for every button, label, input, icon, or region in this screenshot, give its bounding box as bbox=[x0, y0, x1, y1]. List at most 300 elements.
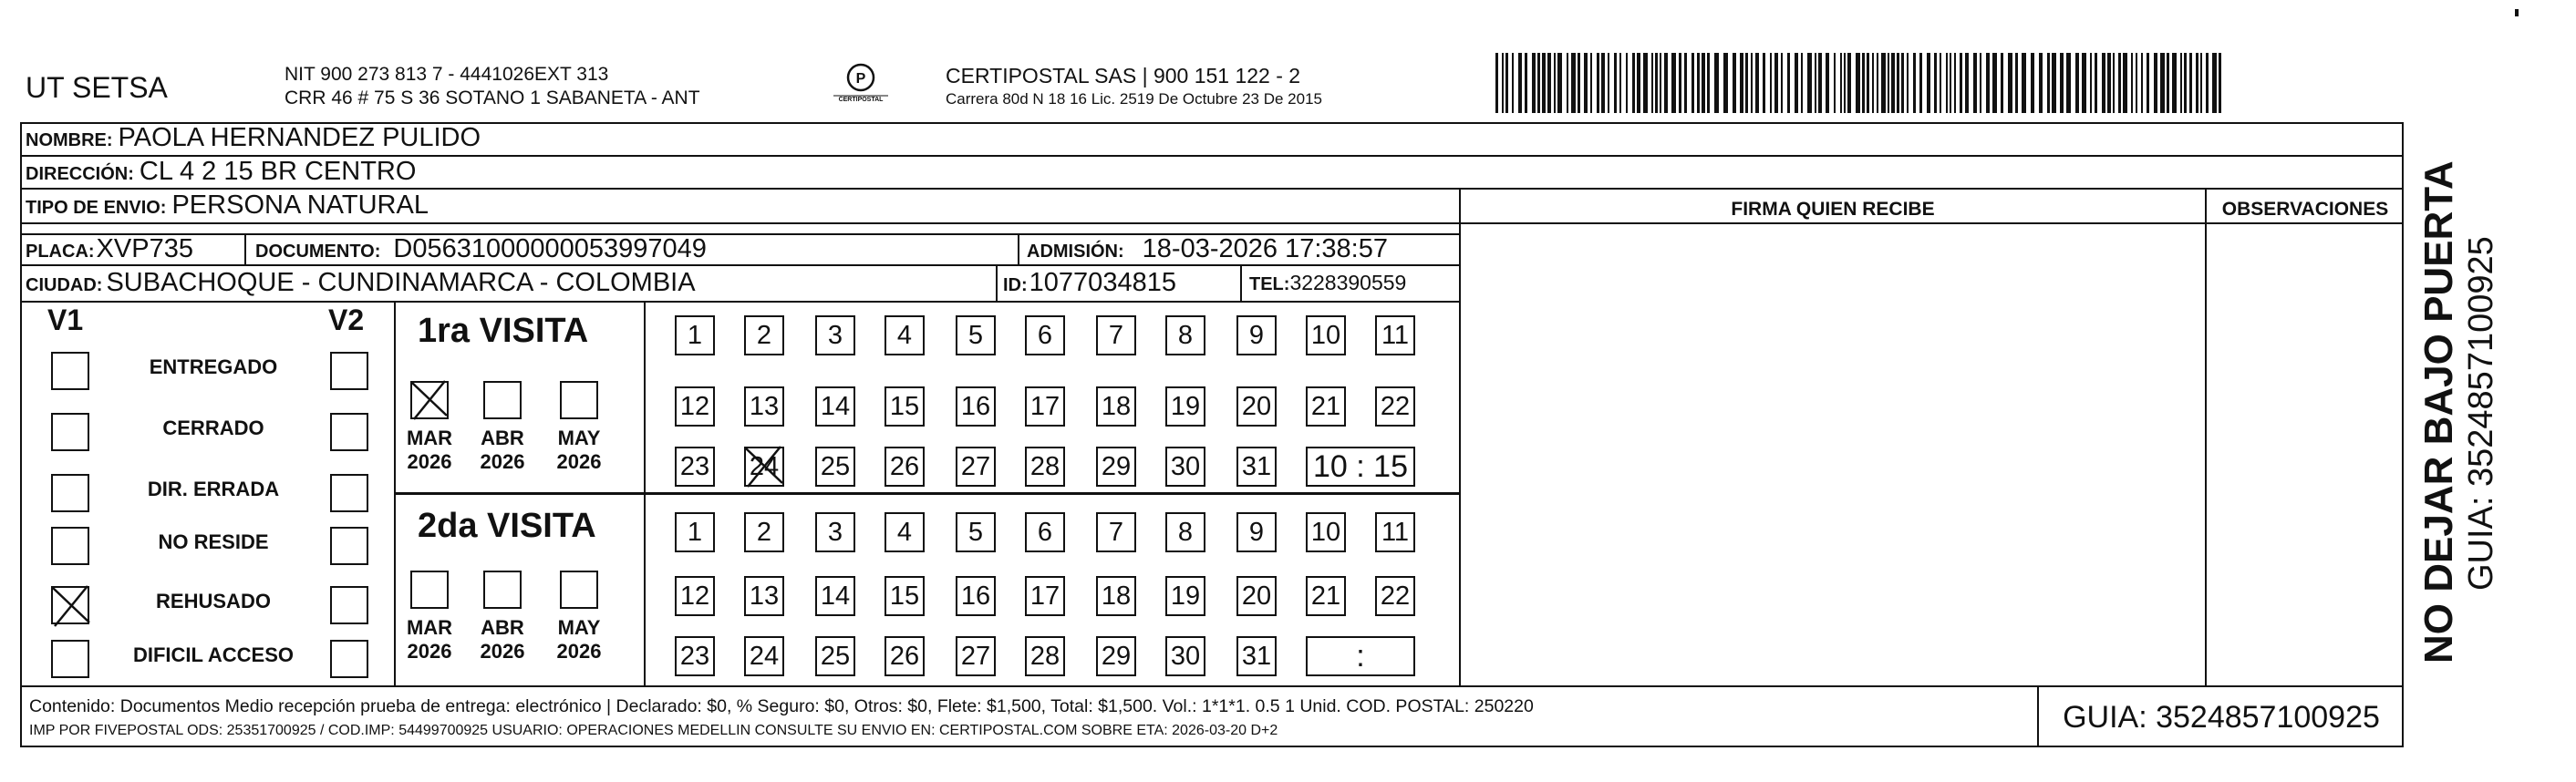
rule bbox=[20, 685, 2404, 687]
barcode-bar bbox=[1660, 53, 1661, 113]
city-row bbox=[26, 268, 696, 298]
barcode-bar bbox=[2184, 53, 2187, 113]
visit2-day-box[interactable] bbox=[1096, 576, 1136, 616]
month-name: ABR bbox=[481, 616, 524, 639]
visit2-day-box[interactable] bbox=[1236, 636, 1277, 676]
barcode-bar bbox=[2200, 53, 2202, 113]
barcode-bar bbox=[1651, 53, 1653, 113]
day-number: 12 bbox=[679, 391, 710, 421]
visit1-month-checkbox[interactable] bbox=[483, 381, 522, 419]
visit2-day-box[interactable] bbox=[744, 576, 784, 616]
day-number: 19 bbox=[1170, 581, 1201, 611]
visit2-day-box[interactable] bbox=[956, 636, 996, 676]
barcode-bar bbox=[1844, 53, 1846, 113]
barcode-bar bbox=[1571, 53, 1576, 113]
visit2-month-checkbox[interactable] bbox=[483, 571, 522, 609]
barcode-bar bbox=[2141, 53, 2143, 113]
recipient-name: PAOLA HERNANDEZ PULIDO bbox=[118, 123, 481, 152]
barcode-bar bbox=[1913, 53, 1916, 113]
day-number: 11 bbox=[1381, 517, 1410, 547]
barcode-bar bbox=[1547, 53, 1551, 113]
rule bbox=[394, 492, 1461, 495]
day-number: 23 bbox=[679, 641, 710, 671]
barcode-bar bbox=[1801, 53, 1803, 113]
v2-checkbox[interactable] bbox=[330, 586, 368, 624]
barcode-bar bbox=[1818, 53, 1822, 113]
day-number: 24 bbox=[749, 641, 780, 671]
day-number: 27 bbox=[960, 451, 991, 481]
visit2-day-box[interactable] bbox=[675, 576, 715, 616]
address-row bbox=[26, 157, 416, 187]
day-number: 17 bbox=[1029, 581, 1060, 611]
carrier-address: Carrera 80d N 18 16 Lic. 2519 De Octubre 23 De 2015 bbox=[946, 90, 1322, 108]
address-label: DIRECCIÓN: bbox=[26, 164, 134, 184]
barcode-bar bbox=[1847, 53, 1851, 113]
visit2-day-box[interactable] bbox=[1165, 512, 1205, 552]
day-number: 24 bbox=[749, 451, 780, 481]
barcode-bar bbox=[1512, 53, 1514, 113]
day-number: 31 bbox=[1241, 451, 1272, 481]
certipostal-logo bbox=[828, 62, 894, 108]
visit1-day-box[interactable] bbox=[815, 386, 855, 427]
barcode-bar bbox=[1815, 53, 1816, 113]
day-number: 7 bbox=[1108, 320, 1124, 350]
barcode-bar bbox=[1626, 53, 1628, 113]
x-check-mark-icon bbox=[410, 379, 449, 417]
rule bbox=[20, 264, 1461, 266]
print-info: IMP POR FIVEPOSTAL ODS: 25351700925 / COD.IMP: 54499700925 USUARIO: OPERACIONES MEDELLIN CONSULTE SU ENVIO EN: CERTIPOSTAL.COM SOBRE ETA: 2026-03-20 D+2 bbox=[29, 723, 1278, 738]
visit1-day-box[interactable] bbox=[1025, 447, 1065, 487]
v1-checkbox[interactable] bbox=[51, 586, 89, 624]
barcode-bar bbox=[1862, 53, 1865, 113]
barcode-bar bbox=[1927, 53, 1930, 113]
admission-row bbox=[1027, 234, 1388, 264]
svg-text:P: P bbox=[855, 71, 866, 87]
barcode-bar bbox=[1834, 53, 1836, 113]
barcode-bar bbox=[1671, 53, 1676, 113]
month-year: 2026 bbox=[480, 450, 525, 473]
visit2-day-box[interactable] bbox=[815, 636, 855, 676]
signature-column-header: FIRMA QUIEN RECIBE bbox=[1731, 199, 1935, 220]
day-number: 1 bbox=[687, 320, 703, 350]
barcode-bar bbox=[2172, 53, 2177, 113]
visit2-day-box[interactable] bbox=[1306, 576, 1346, 616]
first-visit-title: 1ra VISITA bbox=[418, 312, 589, 350]
barcode-bar bbox=[2060, 53, 2064, 113]
barcode-bar bbox=[1643, 53, 1648, 113]
visit2-day-box[interactable] bbox=[1025, 576, 1065, 616]
barcode-bar bbox=[1614, 53, 1617, 113]
shipment-type-row bbox=[26, 190, 429, 221]
city-label: CIUDAD: bbox=[26, 275, 103, 295]
barcode-bar bbox=[1881, 53, 1886, 113]
carrier-name: CERTIPOSTAL SAS | 900 151 122 - 2 bbox=[946, 64, 1301, 87]
day-number: 3 bbox=[827, 517, 843, 547]
day-number: 22 bbox=[1380, 391, 1411, 421]
day-number: 5 bbox=[967, 517, 984, 547]
day-number: 6 bbox=[1037, 517, 1053, 547]
visit2-day-box[interactable] bbox=[1236, 576, 1277, 616]
visit2-day-box[interactable] bbox=[1025, 636, 1065, 676]
barcode-bar bbox=[2147, 53, 2149, 113]
barcode-bar bbox=[1901, 53, 1904, 113]
barcode-bar bbox=[1632, 53, 1635, 113]
side-tracking-number: GUIA: 3524857100925 bbox=[2462, 236, 2500, 591]
barcode-bar bbox=[1919, 53, 1922, 113]
month-year: 2026 bbox=[556, 450, 602, 473]
top-edge-mark bbox=[2515, 9, 2519, 16]
visit2-day-box[interactable] bbox=[675, 636, 715, 676]
signature-area[interactable] bbox=[1463, 224, 2203, 684]
day-number: 23 bbox=[679, 451, 710, 481]
visit1-day-box[interactable] bbox=[1375, 386, 1415, 427]
month-name: MAR bbox=[406, 616, 453, 639]
v1-checkbox[interactable] bbox=[51, 413, 89, 451]
rule bbox=[1240, 264, 1242, 303]
day-number: 18 bbox=[1101, 391, 1132, 421]
visit1-day-box[interactable] bbox=[885, 315, 925, 355]
phone-row bbox=[1249, 271, 1406, 295]
day-number: 8 bbox=[1177, 517, 1194, 547]
visit2-day-box[interactable] bbox=[1375, 576, 1415, 616]
visit2-month-label bbox=[471, 616, 534, 664]
v1-checkbox[interactable] bbox=[51, 474, 89, 512]
rule bbox=[2205, 188, 2207, 687]
month-year: 2026 bbox=[480, 640, 525, 663]
visit1-day-box[interactable] bbox=[956, 386, 996, 427]
day-number: 31 bbox=[1241, 641, 1272, 671]
visit1-day-box[interactable] bbox=[815, 447, 855, 487]
company-name: UT SETSA bbox=[26, 71, 168, 104]
visit2-day-box[interactable] bbox=[1236, 512, 1277, 552]
day-number: 13 bbox=[749, 581, 780, 611]
visit1-day-box[interactable] bbox=[1025, 315, 1065, 355]
v1-checkbox[interactable] bbox=[51, 527, 89, 565]
barcode-bar bbox=[1787, 53, 1790, 113]
visit2-day-box[interactable] bbox=[1165, 576, 1205, 616]
visit1-day-box[interactable] bbox=[885, 386, 925, 427]
visit1-day-box[interactable] bbox=[1165, 386, 1205, 427]
visit1-day-box[interactable] bbox=[1165, 315, 1205, 355]
v1-header: V1 bbox=[47, 304, 84, 336]
day-number: 13 bbox=[749, 391, 780, 421]
barcode-bar bbox=[2039, 53, 2043, 113]
day-number: 19 bbox=[1170, 391, 1201, 421]
barcode-bar bbox=[1946, 53, 1948, 113]
logo-text: CERTIPOSTAL bbox=[838, 97, 884, 103]
barcode-bar bbox=[1774, 53, 1778, 113]
status-label: ENTREGADO bbox=[149, 355, 278, 378]
visit2-day-box[interactable] bbox=[956, 576, 996, 616]
day-number: 18 bbox=[1101, 581, 1132, 611]
day-number: 17 bbox=[1029, 391, 1060, 421]
barcode-bar bbox=[1702, 53, 1705, 113]
month-name: MAY bbox=[557, 427, 601, 449]
company-nit: NIT 900 273 813 7 - 4441026EXT 313 bbox=[284, 64, 609, 85]
barcode-bar bbox=[1495, 53, 1498, 113]
company-address: CRR 46 # 75 S 36 SOTANO 1 SABANETA - ANT bbox=[284, 87, 700, 108]
barcode-bar bbox=[1867, 53, 1869, 113]
day-number: 20 bbox=[1241, 581, 1272, 611]
observations-column-header: OBSERVACIONES bbox=[2221, 199, 2389, 220]
visit2-day-box[interactable] bbox=[815, 512, 855, 552]
v1-checkbox[interactable] bbox=[51, 640, 89, 678]
barcode-bar bbox=[2047, 53, 2050, 113]
day-number: 9 bbox=[1248, 517, 1265, 547]
day-number: 20 bbox=[1241, 391, 1272, 421]
barcode-bar bbox=[1584, 53, 1588, 113]
shipment-type-label: TIPO DE ENVIO: bbox=[26, 198, 167, 218]
visit1-day-box[interactable] bbox=[744, 315, 784, 355]
admission-label: ADMISIÓN: bbox=[1027, 242, 1124, 262]
id-label: ID: bbox=[1003, 275, 1028, 295]
day-number: 9 bbox=[1248, 320, 1265, 350]
day-number: 16 bbox=[960, 391, 991, 421]
v2-checkbox[interactable] bbox=[330, 474, 368, 512]
barcode-bar bbox=[1525, 53, 1527, 113]
barcode-bar bbox=[2160, 53, 2165, 113]
day-number: 7 bbox=[1108, 517, 1124, 547]
barcode-bar bbox=[1714, 53, 1719, 113]
barcode-bar bbox=[1891, 53, 1895, 113]
day-number: 30 bbox=[1170, 451, 1201, 481]
barcode-bar bbox=[1608, 53, 1609, 113]
contents-summary: Contenido: Documentos Medio recepción prueba de entrega: electrónico | Declarado: $0, % Seguro: $0, Otros: $0, Flete: $1,500, Total: $1,500. Vol.: 1*1*1. 0.5 1 Unid. COD. POSTAL: 250220 bbox=[29, 696, 1534, 716]
barcode-bar bbox=[1763, 53, 1765, 113]
day-number: 25 bbox=[820, 641, 851, 671]
id-value: 1077034815 bbox=[1029, 268, 1176, 297]
day-number: 29 bbox=[1101, 641, 1132, 671]
barcode-bar bbox=[1965, 53, 1969, 113]
v1-checkbox[interactable] bbox=[51, 352, 89, 390]
month-name: MAR bbox=[406, 427, 453, 449]
document-label: DOCUMENTO: bbox=[255, 242, 381, 262]
visit1-day-box[interactable] bbox=[885, 447, 925, 487]
barcode-bar bbox=[1502, 53, 1504, 113]
barcode-bar bbox=[1755, 53, 1759, 113]
visit1-day-box[interactable] bbox=[744, 386, 784, 427]
v2-checkbox[interactable] bbox=[330, 413, 368, 451]
day-number: 27 bbox=[960, 641, 991, 671]
barcode-bar bbox=[1707, 53, 1710, 113]
barcode-bar bbox=[2107, 53, 2111, 113]
barcode-bar bbox=[2206, 53, 2209, 113]
visit1-day-box[interactable] bbox=[1236, 386, 1277, 427]
barcode-bar bbox=[1723, 53, 1728, 113]
barcode-bar bbox=[2154, 53, 2157, 113]
barcode-bar bbox=[1954, 53, 1956, 113]
visit2-day-box[interactable] bbox=[815, 576, 855, 616]
visit1-day-box[interactable] bbox=[1306, 386, 1346, 427]
day-number: 2 bbox=[756, 320, 772, 350]
barcode-bar bbox=[1505, 53, 1508, 113]
plate-value: XVP735 bbox=[96, 234, 193, 263]
recipient-name-row bbox=[26, 123, 481, 153]
x-check-mark-icon bbox=[51, 584, 91, 624]
day-number: 1 bbox=[687, 517, 703, 547]
visit1-day-box[interactable] bbox=[956, 447, 996, 487]
barcode-bar bbox=[1986, 53, 1990, 113]
visit2-time-value: : bbox=[1356, 638, 1365, 674]
barcode-bar bbox=[2113, 53, 2115, 113]
barcode-bar bbox=[1691, 53, 1694, 113]
barcode-bar bbox=[1567, 53, 1568, 113]
barcode-bar bbox=[2196, 53, 2198, 113]
barcode-bar bbox=[1684, 53, 1687, 113]
visit2-day-box[interactable] bbox=[1096, 636, 1136, 676]
visit1-time-box[interactable] bbox=[1306, 447, 1415, 487]
visit1-day-box[interactable] bbox=[1096, 386, 1136, 427]
visit2-day-box[interactable] bbox=[885, 512, 925, 552]
barcode bbox=[1495, 53, 2225, 113]
barcode-bar bbox=[1590, 53, 1592, 113]
barcode-bar bbox=[1973, 53, 1977, 113]
visit1-day-box[interactable] bbox=[1236, 315, 1277, 355]
v2-checkbox[interactable] bbox=[330, 640, 368, 678]
admission-value: 18-03-2026 17:38:57 bbox=[1142, 234, 1388, 263]
barcode-bar bbox=[2167, 53, 2169, 113]
barcode-bar bbox=[2066, 53, 2071, 113]
status-label: DIR. ERRADA bbox=[147, 478, 280, 500]
visit1-month-label bbox=[398, 427, 461, 474]
visit2-day-box[interactable] bbox=[744, 512, 784, 552]
visit1-month-checkbox[interactable] bbox=[560, 381, 598, 419]
barcode-bar bbox=[1960, 53, 1962, 113]
rule bbox=[20, 301, 1461, 303]
status-label: DIFICIL ACCESO bbox=[132, 643, 294, 666]
visit1-day-box[interactable] bbox=[675, 447, 715, 487]
barcode-bar bbox=[1907, 53, 1909, 113]
visit2-time-box[interactable] bbox=[1306, 636, 1415, 676]
document-value: D05631000000053997049 bbox=[393, 234, 707, 263]
plate-row bbox=[26, 234, 193, 264]
day-number: 10 bbox=[1310, 320, 1341, 350]
day-number: 14 bbox=[820, 581, 851, 611]
month-year: 2026 bbox=[407, 450, 452, 473]
visit2-day-box[interactable] bbox=[1375, 512, 1415, 552]
rule bbox=[996, 264, 998, 303]
barcode-bar bbox=[1751, 53, 1753, 113]
day-number: 4 bbox=[896, 320, 913, 350]
visit2-day-box[interactable] bbox=[885, 636, 925, 676]
visit2-month-label bbox=[547, 616, 611, 664]
day-number: 28 bbox=[1029, 641, 1060, 671]
barcode-bar bbox=[1740, 53, 1743, 113]
v2-checkbox[interactable] bbox=[330, 352, 368, 390]
id-row bbox=[1003, 268, 1176, 298]
barcode-bar bbox=[1697, 53, 1700, 113]
barcode-bar bbox=[1518, 53, 1522, 113]
day-number: 8 bbox=[1177, 320, 1194, 350]
status-label: CERRADO bbox=[162, 417, 264, 439]
barcode-bar bbox=[1888, 53, 1889, 113]
barcode-bar bbox=[2052, 53, 2056, 113]
barcode-bar bbox=[1897, 53, 1899, 113]
visit2-day-box[interactable] bbox=[1096, 512, 1136, 552]
barcode-bar bbox=[1664, 53, 1668, 113]
status-label: NO RESIDE bbox=[158, 530, 269, 553]
day-number: 22 bbox=[1380, 581, 1411, 611]
visit1-day-box[interactable] bbox=[1306, 315, 1346, 355]
barcode-bar bbox=[1597, 53, 1599, 113]
month-year: 2026 bbox=[407, 640, 452, 663]
barcode-bar bbox=[1537, 53, 1540, 113]
barcode-bar bbox=[2090, 53, 2092, 113]
visit1-day-box[interactable] bbox=[1236, 447, 1277, 487]
visit1-day-box[interactable] bbox=[1025, 386, 1065, 427]
barcode-bar bbox=[1655, 53, 1658, 113]
barcode-bar bbox=[1980, 53, 1981, 113]
barcode-bar bbox=[2180, 53, 2182, 113]
barcode-bar bbox=[1992, 53, 1997, 113]
barcode-bar bbox=[2131, 53, 2133, 113]
status-label: REHUSADO bbox=[156, 590, 271, 612]
visit2-day-box[interactable] bbox=[744, 636, 784, 676]
visit1-month-checkbox[interactable] bbox=[410, 381, 449, 419]
barcode-bar bbox=[1745, 53, 1748, 113]
visit1-day-box[interactable] bbox=[675, 386, 715, 427]
v2-checkbox[interactable] bbox=[330, 527, 368, 565]
barcode-bar bbox=[2123, 53, 2127, 113]
visit2-day-box[interactable] bbox=[675, 512, 715, 552]
visit1-month-label bbox=[471, 427, 534, 474]
day-number: 15 bbox=[889, 581, 920, 611]
rule bbox=[1018, 233, 1019, 266]
visit2-day-box[interactable] bbox=[1025, 512, 1065, 552]
document-row bbox=[255, 234, 707, 264]
barcode-bar bbox=[1950, 53, 1951, 113]
v2-header: V2 bbox=[328, 304, 365, 336]
visit2-day-box[interactable] bbox=[956, 512, 996, 552]
visit1-day-box[interactable] bbox=[1096, 315, 1136, 355]
barcode-bar bbox=[1733, 53, 1736, 113]
day-number: 21 bbox=[1310, 391, 1341, 421]
visit1-day-box[interactable] bbox=[744, 447, 784, 487]
visit1-day-box[interactable] bbox=[815, 315, 855, 355]
visit2-month-checkbox[interactable] bbox=[410, 571, 449, 609]
visit2-day-box[interactable] bbox=[885, 576, 925, 616]
barcode-bar bbox=[1601, 53, 1605, 113]
day-number: 29 bbox=[1101, 451, 1132, 481]
visit1-day-box[interactable] bbox=[956, 315, 996, 355]
visit2-day-box[interactable] bbox=[1306, 512, 1346, 552]
barcode-bar bbox=[2118, 53, 2121, 113]
day-number: 14 bbox=[820, 391, 851, 421]
do-not-leave-under-door-warning: NO DEJAR BAJO PUERTA bbox=[2416, 160, 2461, 664]
visit2-month-checkbox[interactable] bbox=[560, 571, 598, 609]
month-year: 2026 bbox=[556, 640, 602, 663]
visit1-day-box[interactable] bbox=[1375, 315, 1415, 355]
rule bbox=[244, 233, 246, 266]
barcode-bar bbox=[1770, 53, 1772, 113]
barcode-bar bbox=[1856, 53, 1860, 113]
barcode-bar bbox=[1619, 53, 1621, 113]
visit1-day-box[interactable] bbox=[1096, 447, 1136, 487]
observations-area[interactable] bbox=[2209, 224, 2402, 684]
visit1-day-box[interactable] bbox=[1165, 447, 1205, 487]
visit1-day-box[interactable] bbox=[675, 315, 715, 355]
day-number: 16 bbox=[960, 581, 991, 611]
barcode-bar bbox=[2102, 53, 2105, 113]
address-value: CL 4 2 15 BR CENTRO bbox=[139, 157, 417, 186]
day-number: 6 bbox=[1037, 320, 1053, 350]
day-number: 26 bbox=[889, 641, 920, 671]
barcode-bar bbox=[1637, 53, 1640, 113]
barcode-bar bbox=[1795, 53, 1798, 113]
day-number: 10 bbox=[1310, 517, 1341, 547]
visit2-day-box[interactable] bbox=[1165, 636, 1205, 676]
barcode-bar bbox=[1532, 53, 1536, 113]
